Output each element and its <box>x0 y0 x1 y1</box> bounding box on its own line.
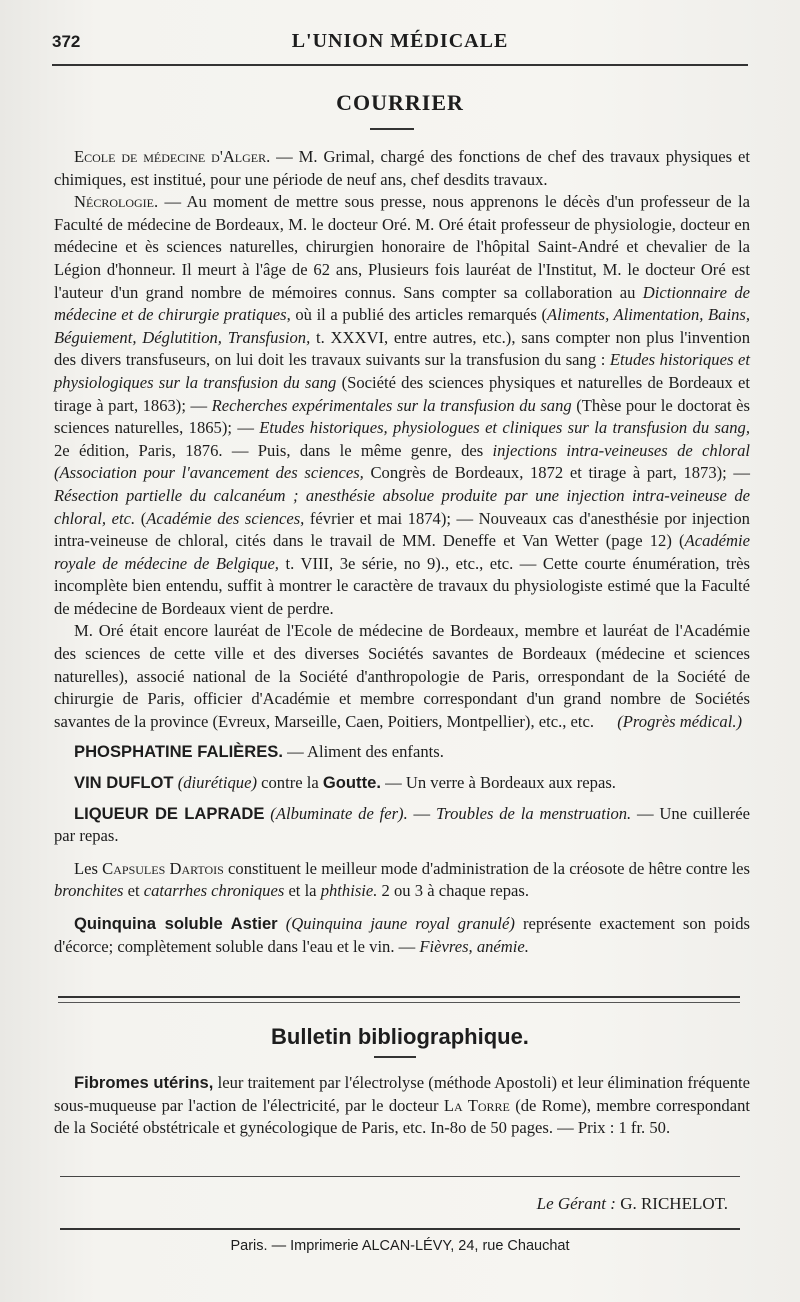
bulletin-author: La Torre <box>443 1095 510 1115</box>
bulletin-body <box>54 1072 750 1140</box>
section-rule <box>370 128 414 130</box>
paragraph-text: Congrès de Bordeaux, 1872 et tirage à part, 1873); — <box>363 463 751 483</box>
running-head <box>52 30 748 56</box>
article-body <box>54 146 750 958</box>
ad-text: — <box>407 803 436 823</box>
paragraph-text: M. Oré était encore lauréat de l'Ecole de médecine de Bordeaux, membre et lauréat de l'Académie des sciences de cette ville et des diverses Sociétés savantes de Bordeaux (médecine et sciences naturelles), associé national de la Société d'anthropologie de Paris, orrespondant de la Société de chirurgie de Paris, officier d'Académie et membre correspondant d'un grand nombre de Sociétés savantes de la province (Evreux, Marseille, Caen, Poitiers, Montpellier), etc., etc. <box>54 621 750 731</box>
italic-text: (Quinquina jaune royal granulé) <box>277 914 515 933</box>
paragraph-text: (Thèse pour le doctorat ès sciences naturelles, 1865); — <box>54 395 750 438</box>
italic-text: Aliments, Alimentation, Bains, Béguiement, Déglutition, Transfusion, <box>54 305 750 347</box>
paragraph-text: t. VIII, 3e série, no 9)., etc., etc. — Cette courte énumération, très incomplète bien entendu, suffit à montrer le caractère de travaux du physiologiste estimé que la Faculté de médecine de Bordeaux vient de perdre. <box>54 553 750 618</box>
italic-text: Etudes historiques et physiologiques sur la transfusion du sang <box>54 350 750 392</box>
paragraph-text: t. XXXVI, entre autres, etc.), sans compter non plus l'invention des divers transfuseurs, on lui doit les travaux suivants sur la transfusion du sang : <box>54 327 750 370</box>
paragraph-text: , où il a publié des articles remarqués ( <box>286 305 548 325</box>
italic-text: Fièvres, anémie. <box>419 936 529 956</box>
paragraph-text: — M. Grimal, chargé des fonctions de chef des travaux physiques et chimiques, est institué, pour une période de neuf ans, chef desdits travaux. <box>54 147 750 189</box>
section-title: COURRIER <box>336 90 464 115</box>
bulletin-entry-title: Fibromes utérins, <box>74 1073 214 1092</box>
gerant-name: G. RICHELOT. <box>615 1194 728 1213</box>
italic-text: phthisie. <box>320 881 378 901</box>
gerant-signature <box>537 1194 728 1214</box>
ad-text: représente exactement son poids d'écorce; complètement soluble dans l'eau et le vin. — <box>54 914 750 956</box>
italic-text: Dictionnaire de médecine et de chirurgie pratiques <box>54 282 750 325</box>
paragraph-text: ( <box>135 508 147 528</box>
ad-text: contre la <box>256 773 323 793</box>
closing-rule <box>60 1176 740 1177</box>
paragraph-necrologie <box>54 191 750 620</box>
bulletin-text: (de Rome), membre correspondant de la Société obstétricale et gynécologique de Paris, etc. In-8o de 50 pages. — Prix : 1 fr. 50. <box>54 1095 750 1138</box>
ad-vin-duflot <box>54 772 750 795</box>
italic-text: (Albuminate de fer). <box>264 803 408 823</box>
section-divider <box>58 996 740 1003</box>
imprint-rule <box>60 1228 740 1230</box>
ad-text: Les <box>74 858 103 878</box>
gerant-label: Le Gérant : <box>536 1194 616 1213</box>
ad-capsules-dartois <box>54 858 750 903</box>
ad-text: — Un verre à Bordeaux aux repas. <box>380 773 616 793</box>
ad-name: LIQUEUR DE LAPRADE <box>74 803 265 823</box>
header-rule <box>52 64 748 66</box>
ad-liqueur-laprade <box>54 803 750 848</box>
ad-text: constituent le meilleur mode d'administration de la créosote de hêtre contre les <box>223 858 751 878</box>
ad-name: PHOSPHATINE FALIÈRES. <box>74 742 283 762</box>
bulletin-entry <box>54 1072 750 1140</box>
italic-text: injections intra-veineuses de chloral (Association pour l'avancement des sciences, <box>54 440 750 483</box>
paragraph-text: — Au moment de mettre sous presse, nous apprenons le décès d'un professeur de la Faculté de médecine de Bordeaux, M. le docteur Oré. M. Oré était professeur de physiologie, docteur en médecine et ès sciences naturelles, chirurgien honoraire de l'hôpital Saint-André et chevalier de la Légion d'honneur. Il meurt à l'âge de 62 ans, Plusieurs fois lauréat de l'Institut, M. le docteur Oré est l'auteur d'un grand nombre de mémoires connus. Sans compter sa collaboration au <box>54 192 750 302</box>
ad-phosphatine <box>54 741 750 764</box>
page-number: 372 <box>52 32 81 51</box>
italic-text: bronchites <box>54 881 124 901</box>
ad-bold: Goutte. <box>322 773 381 793</box>
italic-text: Académie royale de médecine de Belgique, <box>54 531 750 573</box>
bulletin-title: Bulletin bibliographique. <box>271 1024 529 1049</box>
ad-quinquina-astier <box>54 913 750 958</box>
ad-text: et <box>123 881 144 901</box>
paragraph-lead: Ecole de médecine d'Alger. <box>74 147 271 166</box>
paragraph-text: février et mai 1874); — Nouveaux cas d'anesthésie por injection intra-veineuse de chloral, cités dans le travail de MM. Deneffe et Van Wetter (page 12) ( <box>54 508 750 551</box>
italic-text: Troubles de la menstruation. <box>435 803 632 823</box>
italic-text: (diurétique) <box>173 773 257 793</box>
paragraph-lead: Nécrologie. <box>74 192 159 212</box>
ad-text: — Une cuillerée par repas. <box>54 803 750 846</box>
italic-text: Etudes historiques, physiologues et cliniques sur la transfusion du sang, <box>259 418 750 438</box>
source-citation: (Progrès médical.) <box>617 711 742 731</box>
paragraph-text: (Société des sciences physiques et naturelles de Bordeaux et tirage à part, 1863); — <box>54 372 751 415</box>
paragraph-ore-honors <box>54 620 750 733</box>
ad-text: 2 ou 3 à chaque repas. <box>377 881 529 901</box>
paragraph-alger <box>54 146 750 191</box>
bulletin-rule <box>374 1056 416 1058</box>
italic-text: Recherches expérimentales sur la transfusion du sang <box>211 395 572 415</box>
paragraph-text: 2e édition, Paris, 1876. — Puis, dans le même genre, des <box>54 440 493 460</box>
ad-name: Capsules Dartois <box>102 858 224 878</box>
ad-name: Quinquina soluble Astier <box>74 914 278 933</box>
italic-text: Résection partielle du calcanéum ; anesthésie absolue produite par une injection intra-veineuse de chloral, etc. <box>54 485 750 528</box>
ad-name: VIN DUFLOT <box>74 773 174 793</box>
journal-title: L'UNION MÉDICALE <box>291 30 509 52</box>
italic-text: Académie des sciences, <box>146 508 305 528</box>
imprint-line: Paris. — Imprimerie ALCAN-LÉVY, 24, rue Chauchat <box>230 1238 570 1254</box>
ad-text: et la <box>284 881 321 901</box>
italic-text: catarrhes chroniques <box>143 881 285 901</box>
bulletin-text: leur traitement par l'électrolyse (méthode Apostoli) et leur élimination fréquente sous-muqueuse par l'action de l'électricité, par le docteur <box>54 1073 750 1115</box>
ad-text: — Aliment des enfants. <box>283 742 444 762</box>
